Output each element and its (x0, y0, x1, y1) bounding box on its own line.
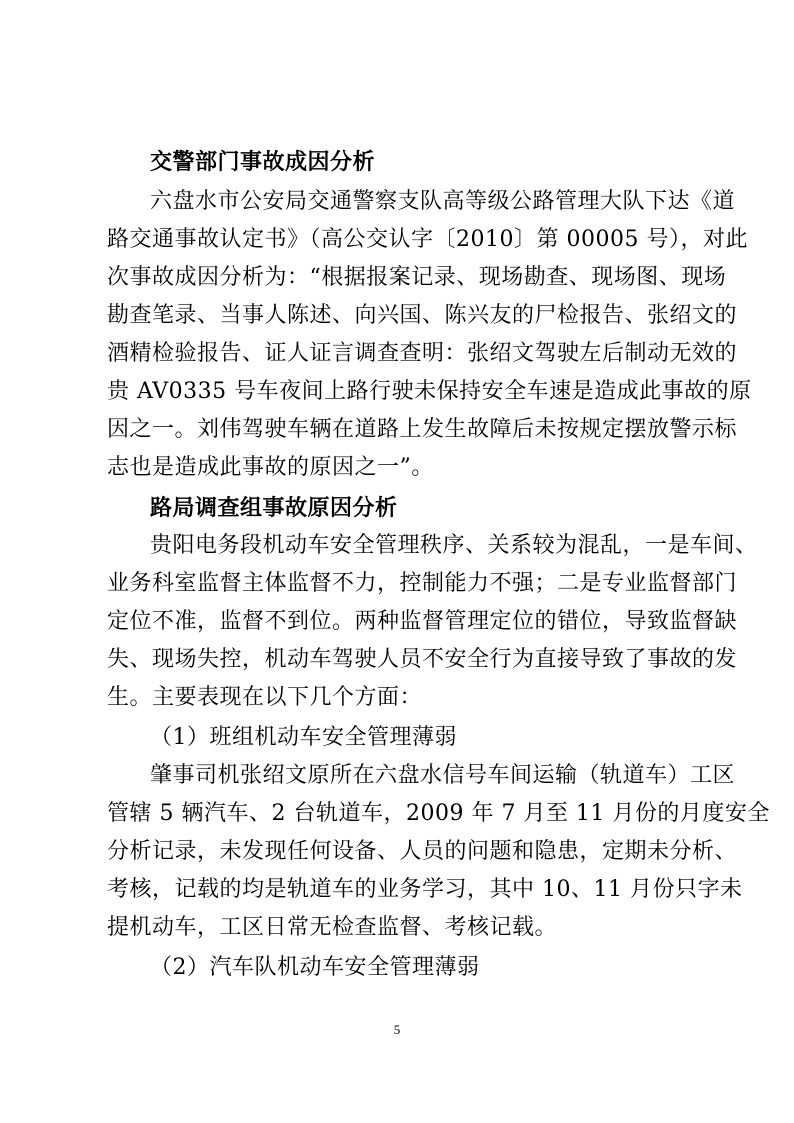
paragraph-line: 贵 AV0335 号车夜间上路行驶未保持安全车速是造成此事故的原 (107, 379, 752, 404)
paragraph-line: 肇事司机张绍文原所在六盘水信号车间运输（轨道车）工区 (150, 763, 736, 788)
paragraph-line: 生。主要表现在以下几个方面： (107, 685, 423, 710)
paragraph-line: 考核，记载的均是轨道车的业务学习，其中 10、11 月份只字未 (107, 877, 743, 902)
paragraph-line: 因之一。刘伟驾驶车辆在道路上发生故障后未按规定摆放警示标 (107, 417, 738, 442)
subsection-heading-vehicle-fleet: （2）汽车队机动车安全管理薄弱 (150, 955, 480, 980)
section-heading-railway-investigation: 路局调查组事故原因分析 (150, 495, 398, 521)
paragraph-line: 管辖 5 辆汽车、2 台轨道车，2009 年 7 月至 11 月份的月度安全 (107, 801, 770, 826)
paragraph-line: 定位不准，监督不到位。两种监督管理定位的错位，导致监督缺 (107, 609, 738, 634)
paragraph-line: 六盘水市公安局交通警察支队高等级公路管理大队下达《道 (150, 189, 736, 214)
paragraph-line: 业务科室监督主体监督不力，控制能力不强；二是专业监督部门 (107, 571, 738, 596)
section-heading-traffic-police: 交警部门事故成因分析 (150, 149, 376, 175)
paragraph-line: 勘查笔录、当事人陈述、向兴国、陈兴友的尸检报告、张绍文的 (107, 303, 738, 328)
subsection-heading-team-management: （1）班组机动车安全管理薄弱 (150, 725, 457, 750)
paragraph-line: 志也是造成此事故的原因之一”。 (107, 455, 434, 480)
paragraph-line: 分析记录，未发现任何设备、人员的问题和隐患，定期未分析、 (107, 839, 738, 864)
paragraph-line: 次事故成因分析为：“根据报案记录、现场勘查、现场图、现场 (107, 265, 727, 290)
paragraph-line: 路交通事故认定书》（高公交认字〔2010〕第 00005 号），对此 (107, 227, 748, 252)
paragraph-line: 失、现场失控，机动车驾驶人员不安全行为直接导致了事故的发 (107, 647, 738, 672)
paragraph-line: 酒精检验报告、证人证言调查查明：张绍文驾驶左后制动无效的 (107, 341, 738, 366)
paragraph-line: 贵阳电务段机动车安全管理秩序、关系较为混乱，一是车间、 (150, 533, 758, 558)
page-number: 5 (393, 1022, 401, 1037)
paragraph-line: 提机动车，工区日常无检查监督、考核记载。 (107, 915, 558, 940)
